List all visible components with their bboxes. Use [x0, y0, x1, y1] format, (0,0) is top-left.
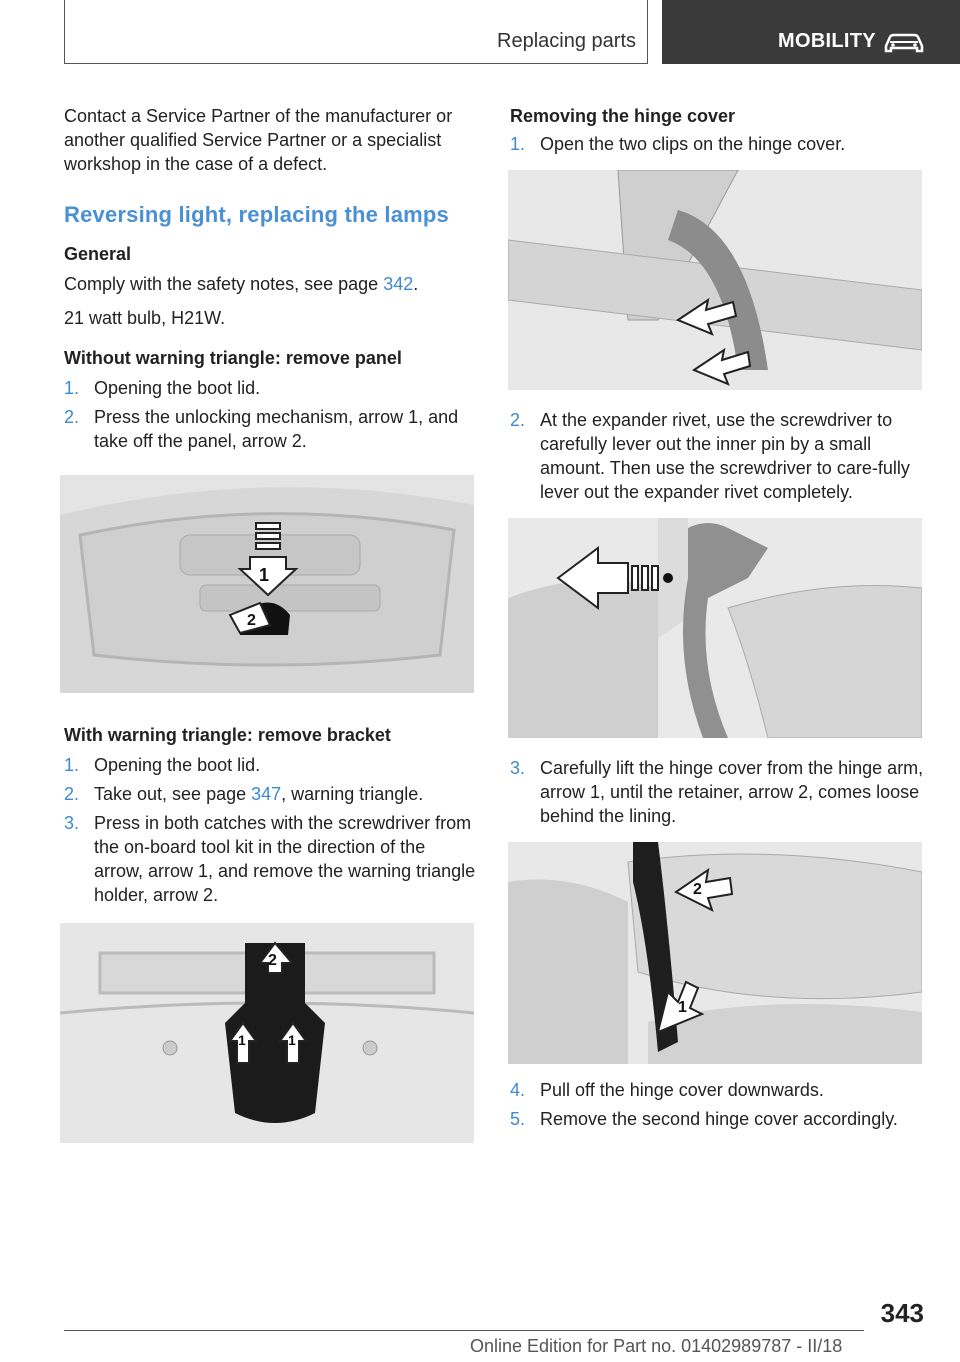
callout-1: 1: [238, 1032, 246, 1048]
hinge-clips-illustration: [508, 170, 922, 390]
hinge-steps-a: [510, 132, 924, 156]
warning-triangle-holder-illustration: [60, 923, 474, 1143]
page-link-347[interactable]: 347: [251, 784, 282, 804]
list-item: 1. Opening the boot lid.: [64, 378, 261, 398]
callout-1: 1: [288, 1032, 296, 1048]
panel-title: Without warning triangle: remove panel: [64, 348, 402, 368]
footer-divider: [64, 1330, 864, 1331]
boot-lid-panel-illustration: [60, 475, 474, 693]
list-item: 1. Opening the boot lid.: [64, 755, 261, 775]
bracket-title: With warning triangle: remove bracket: [64, 725, 391, 745]
list-item: 2. Take out, see page 347, warning triangle.: [64, 784, 424, 804]
hinge-steps-b: [510, 408, 924, 504]
callout-2: 2: [247, 612, 256, 629]
right-column: [510, 104, 924, 1136]
edition-text: Online Edition for Part no. 01402989787 - II/18: [470, 1336, 843, 1356]
callout-2: 2: [693, 881, 702, 898]
safety-note: Comply with the safety notes, see page 342.: [64, 274, 419, 294]
intro-text: Contact a Service Partner of the manufacturer or another qualified Service Partner or a specialist workshop in the case of a defect.: [64, 106, 453, 174]
panel-steps: [64, 376, 478, 453]
list-item: 3. Press in both catches with the screwdriver from the on-board tool kit in the direction of the arrow, arrow 1, and remove the warning triangle holder, arrow 2.: [64, 813, 476, 905]
general-title: General: [64, 244, 132, 264]
hinge-retainer-illustration: [508, 842, 922, 1064]
list-item: 2. Press the unlocking mechanism, arrow 1, and take off the panel, arrow 2.: [64, 407, 459, 451]
hinge-title: Removing the hinge cover: [510, 106, 736, 126]
bracket-steps: [64, 753, 478, 907]
callout-1: 1: [259, 565, 270, 585]
list-item: 1. Open the two clips on the hinge cover.: [510, 134, 846, 154]
expander-rivet-illustration: [508, 518, 922, 738]
list-item: 4. Pull off the hinge cover downwards.: [510, 1080, 824, 1100]
bulb-spec: 21 watt bulb, H21W.: [64, 308, 226, 328]
list-item: 3. Carefully lift the hinge cover from the hinge arm, arrow 1, until the retainer, arrow 2, comes loose behind the lining.: [510, 758, 924, 826]
page-link-342[interactable]: 342: [383, 274, 414, 294]
section-title: Replacing parts: [497, 30, 636, 52]
page-number: 343: [880, 1298, 924, 1328]
hinge-steps-c: [510, 756, 924, 828]
hinge-steps-d: [510, 1078, 924, 1131]
left-column: [64, 104, 478, 1143]
chapter-title: MOBILITY: [778, 30, 876, 52]
callout-2: 2: [268, 952, 277, 969]
callout-1: 1: [678, 999, 687, 1016]
section-heading: Reversing light, replacing the lamps: [64, 202, 449, 227]
list-item: 5. Remove the second hinge cover accordingly.: [510, 1109, 898, 1129]
car-icon: [882, 30, 926, 54]
list-item: 2. At the expander rivet, use the screwdriver to carefully lever out the inner pin by a small amount. Then use the screwdriver to care-fully lever out the expander rivet completely.: [510, 410, 910, 502]
